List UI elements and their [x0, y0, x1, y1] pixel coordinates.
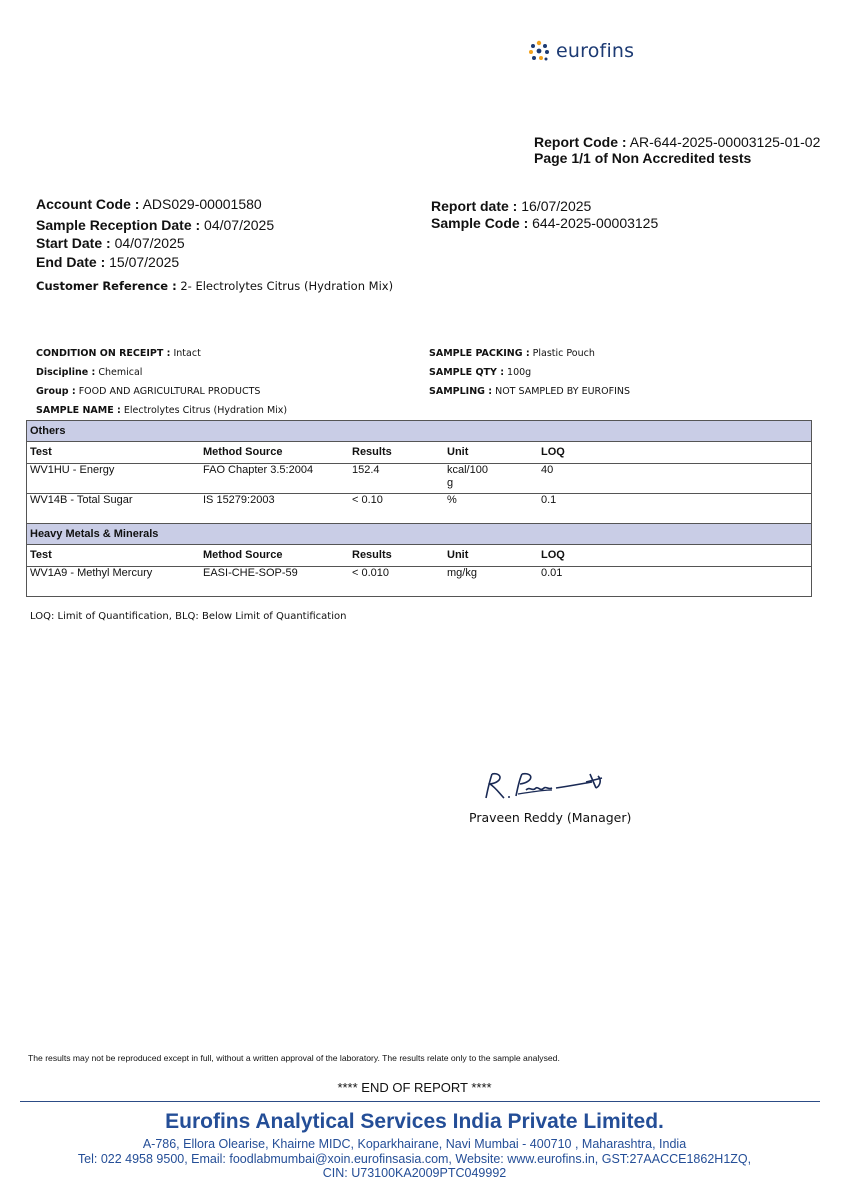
- col-loq: LOQ: [538, 442, 812, 464]
- report-code-label: Report Code :: [534, 134, 627, 150]
- sample-details-right: [429, 344, 630, 401]
- start-date-value: 04/07/2025: [114, 235, 185, 251]
- cell-method: FAO Chapter 3.5:2004: [200, 464, 349, 494]
- cell-test: WV1HU - Energy: [27, 464, 201, 494]
- packing-value: Plastic Pouch: [532, 348, 595, 359]
- sample-name-label: SAMPLE NAME :: [36, 405, 121, 416]
- sample-qty: [429, 363, 630, 382]
- section-title: Heavy Metals & Minerals: [27, 524, 812, 545]
- sample-details-left: [36, 344, 287, 420]
- sample-name: [36, 401, 287, 420]
- col-results: Results: [349, 545, 444, 567]
- customer-reference: [36, 279, 393, 293]
- sample-packing: [429, 344, 630, 363]
- report-code-value: AR-644-2025-00003125-01-02: [629, 134, 821, 150]
- customer-reference-value: 2- Electrolytes Citrus (Hydration Mix): [180, 279, 394, 293]
- table-row: [27, 567, 812, 597]
- table-row: [27, 464, 812, 494]
- customer-reference-label: Customer Reference :: [36, 279, 177, 293]
- company-name: Eurofins Analytical Services India Private Limited.: [165, 1110, 664, 1133]
- qty-value: 100g: [507, 367, 532, 378]
- signatory-name: Praveen Reddy (Manager): [469, 810, 632, 825]
- report-date: [431, 197, 591, 215]
- cell-result: < 0.10: [349, 494, 444, 524]
- eurofins-logo: [528, 40, 634, 62]
- group-value: FOOD AND AGRICULTURAL PRODUCTS: [78, 386, 261, 397]
- end-date: [36, 253, 179, 271]
- condition-value: Intact: [173, 348, 201, 359]
- discipline-value: Chemical: [98, 367, 143, 378]
- sample-code-value: 644-2025-00003125: [532, 215, 659, 231]
- page-info: Page 1/1 of Non Accredited tests: [534, 150, 752, 166]
- sample-code-label: Sample Code :: [431, 215, 529, 231]
- end-of-report: **** END OF REPORT ****: [337, 1080, 492, 1095]
- table-row: [27, 494, 812, 524]
- col-results: Results: [349, 442, 444, 464]
- discipline-label: Discipline :: [36, 367, 96, 378]
- cell-loq: 0.1: [538, 494, 812, 524]
- start-date-label: Start Date :: [36, 235, 111, 251]
- discipline: [36, 363, 287, 382]
- section-header-others: [27, 421, 812, 442]
- cell-loq: 0.01: [538, 567, 812, 597]
- cell-loq: 40: [538, 464, 812, 494]
- sample-reception-label: Sample Reception Date :: [36, 217, 201, 233]
- packing-label: SAMPLE PACKING :: [429, 348, 530, 359]
- unit-line-2: g: [447, 477, 454, 489]
- sample-code: [431, 214, 658, 232]
- address-line-1: A-786, Ellora Olearise, Khairne MIDC, Koparkhairane, Navi Mumbai - 400710 , Maharashtra, India: [142, 1137, 687, 1151]
- eurofins-dots-icon: [528, 40, 550, 62]
- address-line-3: CIN: U73100KA2009PTC049992: [322, 1166, 507, 1180]
- cell-test: WV1A9 - Methyl Mercury: [27, 567, 201, 597]
- report-date-label: Report date :: [431, 198, 518, 214]
- sampling-label: SAMPLING :: [429, 386, 493, 397]
- end-date-value: 15/07/2025: [109, 254, 180, 270]
- unit-line-1: kcal/100: [447, 464, 488, 476]
- col-test: Test: [27, 545, 201, 567]
- sampling: [429, 382, 630, 401]
- section-header-heavy-metals: [27, 524, 812, 545]
- cell-unit: mg/kg: [444, 567, 538, 597]
- loq-note: LOQ: Limit of Quantification, BLQ: Below Limit of Quantification: [30, 611, 347, 622]
- report-date-value: 16/07/2025: [521, 198, 592, 214]
- col-method-source: Method Source: [200, 442, 349, 464]
- col-unit: Unit: [444, 545, 538, 567]
- column-header-row: [27, 442, 812, 464]
- company-address: [0, 1137, 829, 1181]
- col-unit: Unit: [444, 442, 538, 464]
- signature-image: [480, 768, 610, 804]
- col-method-source: Method Source: [200, 545, 349, 567]
- condition-label: CONDITION ON RECEIPT :: [36, 348, 171, 359]
- logo-text: eurofins: [556, 40, 635, 62]
- section-title: Others: [27, 421, 812, 442]
- qty-label: SAMPLE QTY :: [429, 367, 505, 378]
- sampling-value: NOT SAMPLED BY EUROFINS: [495, 386, 631, 397]
- cell-test: WV14B - Total Sugar: [27, 494, 201, 524]
- column-header-row: [27, 545, 812, 567]
- footer-divider: [20, 1101, 820, 1102]
- cell-unit: %: [444, 494, 538, 524]
- address-line-2: Tel: 022 4958 9500, Email: foodlabmumbai@xoin.eurofinsasia.com, Website: www.eurofins.in, GST:27AACCE1862H1ZQ,: [77, 1151, 752, 1166]
- account-code-label: Account Code :: [36, 196, 140, 212]
- group: [36, 382, 287, 401]
- disclaimer: The results may not be reproduced except in full, without a written approval of the laboratory. The results relate only to the sample analysed.: [28, 1053, 560, 1063]
- sample-reception-value: 04/07/2025: [204, 217, 275, 233]
- condition-on-receipt: [36, 344, 287, 363]
- cell-method: EASI-CHE-SOP-59: [200, 567, 349, 597]
- group-label: Group :: [36, 386, 76, 397]
- sample-name-value: Electrolytes Citrus (Hydration Mix): [123, 405, 288, 416]
- sample-reception-date: [36, 216, 274, 234]
- col-test: Test: [27, 442, 201, 464]
- cell-result: 152.4: [349, 464, 444, 494]
- results-table: [26, 420, 812, 597]
- start-date: [36, 234, 185, 252]
- account-code: [36, 195, 262, 213]
- cell-method: IS 15279:2003: [200, 494, 349, 524]
- cell-result: < 0.010: [349, 567, 444, 597]
- account-code-value: ADS029-00001580: [142, 196, 262, 212]
- end-date-label: End Date :: [36, 254, 106, 270]
- cell-unit: [444, 464, 538, 494]
- col-loq: LOQ: [538, 545, 812, 567]
